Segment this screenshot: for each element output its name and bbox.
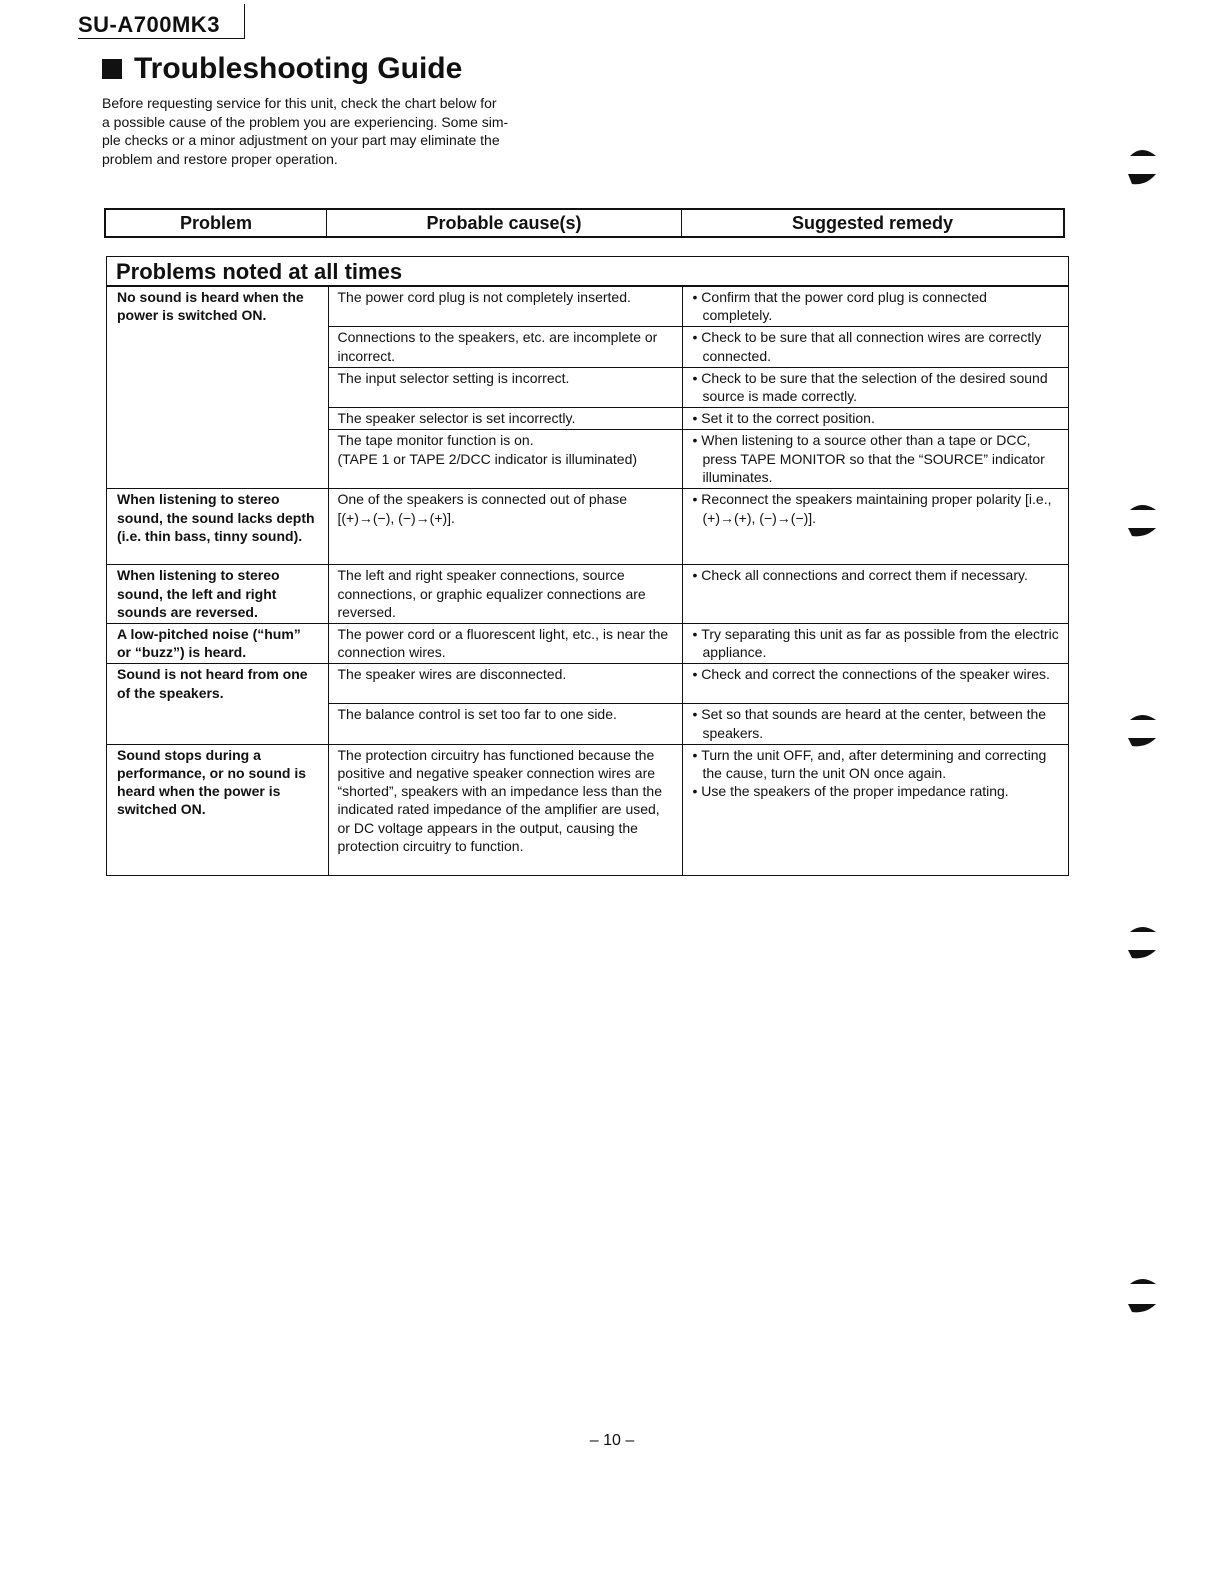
cause-cell: Connections to the speakers, etc. are incomplete or incorrect. <box>328 327 682 367</box>
column-header-remedy: Suggested remedy <box>791 212 954 233</box>
table-row <box>107 664 1068 704</box>
remedy-item: • Confirm that the power cord plug is connected completely. <box>693 288 1060 324</box>
remedy-item: • Check to be sure that all connection wires are correctly connected. <box>693 328 1060 364</box>
binding-mark-icon <box>1126 1304 1158 1316</box>
remedy-item: • Check to be sure that the selection of the desired sound source is made correctly. <box>693 369 1060 405</box>
cause-cell: The balance control is set too far to one side. <box>328 704 682 744</box>
remedy-cell <box>682 664 1068 704</box>
square-bullet-icon <box>102 59 122 79</box>
binding-mark-icon <box>1126 1272 1158 1284</box>
page-title <box>102 52 462 86</box>
remedy-item: • Set it to the correct position. <box>693 409 1060 427</box>
remedy-cell <box>682 327 1068 367</box>
table-row <box>107 565 1068 624</box>
remedy-cell <box>682 408 1068 430</box>
page-number: – 10 – <box>589 1432 635 1449</box>
cause-cell: The power cord plug is not completely inserted. <box>328 287 682 327</box>
cause-cell: The speaker selector is set incorrectly. <box>328 408 682 430</box>
section-heading: Problems noted at all times <box>107 257 1068 286</box>
remedy-item: • Set so that sounds are heard at the center, between the speakers. <box>693 705 1060 741</box>
intro-line: ple checks or a minor adjustment on your part may eliminate the <box>102 132 500 149</box>
troubleshooting-table <box>106 256 1069 876</box>
table-row <box>107 624 1068 664</box>
header-rule <box>244 4 245 38</box>
remedy-cell <box>682 744 1068 875</box>
remedy-item: • Use the speakers of the proper impedance rating. <box>693 782 1060 800</box>
binding-mark-icon <box>1126 498 1158 510</box>
intro-line: problem and restore proper operation. <box>102 150 338 167</box>
binding-mark-icon <box>1126 708 1158 720</box>
problem-cell: Sound is not heard from one of the speakers. <box>107 664 328 744</box>
remedy-cell <box>682 287 1068 327</box>
model-number: SU-A700MK3 <box>78 12 220 37</box>
binding-mark-icon <box>1126 528 1158 540</box>
cause-line: The tape monitor function is on. <box>337 432 534 449</box>
remedy-cell <box>682 624 1068 664</box>
remedy-cell <box>682 704 1068 744</box>
cause-cell: The protection circuitry has functioned because the positive and negative speaker connection wires are “shorted”, speakers with an impedance less than the indicated rated impedance of the amplifier are used, or DC voltage appears in the output, causing the protection circuitry to function. <box>328 744 682 875</box>
cause-cell: The input selector setting is incorrect. <box>328 367 682 407</box>
cause-cell: The left and right speaker connections, source connections, or graphic equalizer connections are reversed. <box>328 565 682 624</box>
cause-cell: The speaker wires are disconnected. <box>328 664 682 704</box>
table-row <box>107 287 1068 327</box>
binding-mark-icon <box>1126 738 1158 750</box>
remedy-item: • Try separating this unit as far as possible from the electric appliance. <box>693 625 1060 661</box>
cause-cell <box>328 430 682 489</box>
cause-cell: One of the speakers is connected out of phase [(+)→(−), (−)→(+)]. <box>328 489 682 565</box>
intro-line: Before requesting service for this unit, check the chart below for <box>102 95 497 111</box>
remedy-item: • Turn the unit OFF, and, after determining and correcting the cause, turn the unit ON once again. <box>693 746 1060 782</box>
remedy-item: • Reconnect the speakers maintaining proper polarity [i.e., (+)→(+), (−)→(−)]. <box>693 490 1060 526</box>
intro-line: a possible cause of the problem you are experiencing. Some sim- <box>102 113 509 130</box>
cause-line: (TAPE 1 or TAPE 2/DCC indicator is illuminated) <box>337 450 638 467</box>
remedy-cell <box>682 489 1068 565</box>
remedy-cell <box>682 367 1068 407</box>
problem-cell: A low-pitched noise (“hum” or “buzz”) is heard. <box>107 624 328 664</box>
remedy-item: • Check all connections and correct them if necessary. <box>693 566 1060 584</box>
remedy-cell <box>682 430 1068 489</box>
table-row <box>107 489 1068 565</box>
header-underline <box>78 38 245 39</box>
problem-cell: When listening to stereo sound, the sound lacks depth (i.e. thin bass, tinny sound). <box>107 489 328 565</box>
column-header-problem: Problem <box>106 210 327 236</box>
remedy-cell <box>682 565 1068 624</box>
binding-marks <box>1120 0 1170 1584</box>
problem-cell: Sound stops during a performance, or no sound is heard when the power is switched ON. <box>107 744 328 875</box>
problem-cell: No sound is heard when the power is switched ON. <box>107 287 328 489</box>
table-row <box>107 744 1068 875</box>
remedy-item: • Check and correct the connections of the speaker wires. <box>693 665 1060 683</box>
binding-mark-icon <box>1126 950 1158 962</box>
page-title-text: Troubleshooting Guide <box>134 52 463 85</box>
table-header <box>104 208 1065 238</box>
troubleshooting-grid <box>107 286 1068 875</box>
cause-cell: The power cord or a fluorescent light, etc., is near the connection wires. <box>328 624 682 664</box>
binding-mark-icon <box>1126 920 1158 932</box>
column-header-causes: Probable cause(s) <box>327 210 682 236</box>
intro-paragraph <box>102 94 542 168</box>
binding-mark-icon <box>1126 174 1158 186</box>
remedy-item: • When listening to a source other than a tape or DCC, press TAPE MONITOR so that the “SOURCE” indicator illuminates. <box>693 431 1060 486</box>
binding-mark-icon <box>1126 144 1158 156</box>
problem-cell: When listening to stereo sound, the left and right sounds are reversed. <box>107 565 328 624</box>
